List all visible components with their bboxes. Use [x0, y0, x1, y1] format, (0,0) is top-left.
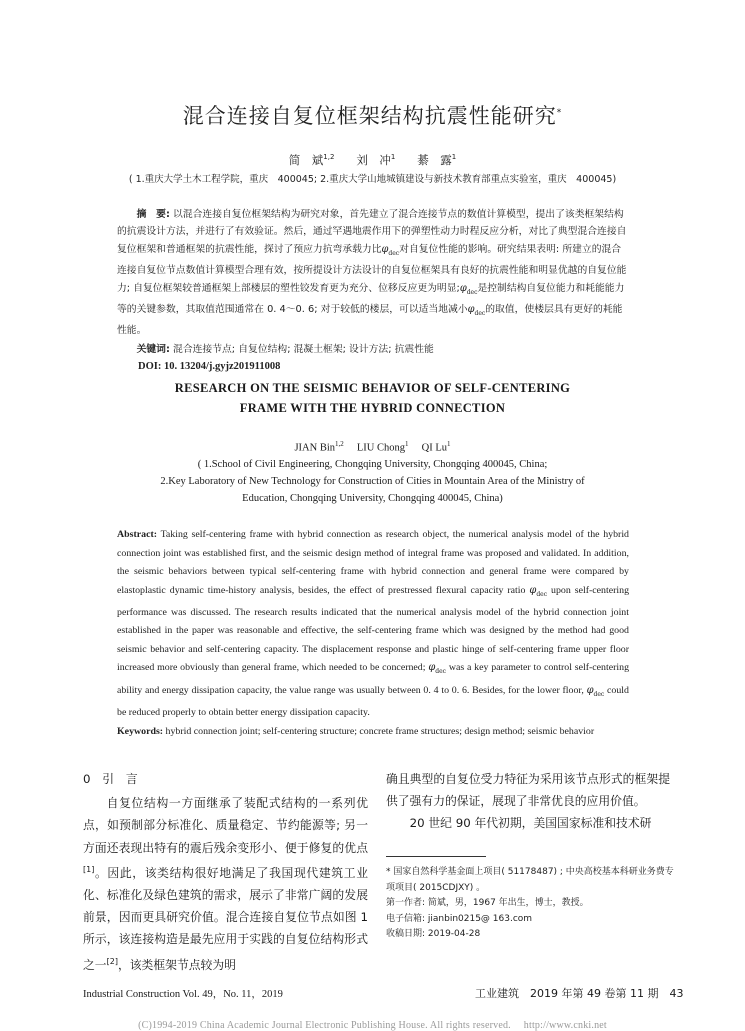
affiliation-zh: ( 1.重庆大学土木工程学院，重庆 400045; 2.重庆大学山地城镇建设与新技术教育部重点实验室，重庆 400045) — [128, 174, 617, 185]
abstract-en: Abstract: Taking self-centering frame with hybrid connection as research object, the numerical analysis model of the hybrid connection joint was established first, and the seismic design method of integral frame was proposed and validated. In addition, the seismic behaviors between typical self-centering frame with hybrid connection and general frame were compared by elastoplastic dynamic time-history analysis, besides, the effect of prestressed flexural capacity ratio $\varphi_{dec}$ upon self-centering performance was discussed. The research results indicated that the numerical analysis model of the hybrid connection joint established in the paper was reasonable and effective, the self-centering frame which was designed by the method had good seismic behavior and self-centering capacity. The displacement response and plastic hinge of self-centering frame upper floor increased more obviously than general frame, which needed to be concerned; $\varphi_{dec}$ was a key parameter to control self-centering ability and energy dissipation capacity, the value range was usually between 0. 4 to 0. 6. Besides, for the lower floor, $\varphi_{dec}$ could be reduced properly to obtain better energy dissipation capacity. Keywords: hybrid connection joint; self-centering structure; concrete frame structures; design method; seismic behavior — [117, 526, 629, 741]
abstract-zh: 摘 要: 以混合连接自复位框架结构为研究对象，首先建立了混合连接节点的数值计算模型，提出了该类框架结构的抗震设计方法，并进行了有效验证。然后，通过罕遇地震作用下的弹塑性动力时程反应分析，对比了典型混合连接自复位框架和普通框架的抗震性能，探讨了预应力抗弯承载力比$\varphi_{dec}$对自复位性能的影响。研究结果表明: 所建立的混合连接自复位节点数值计算模型合理有效，按所提设计方法设计的自复位框架具有良好的抗震性能和明显优越的自复位能力; 自复位框架较普通框架上部楼层的塑性铰发育更为充分、位移反应更为明显$;\varphi_{dec}$是控制结构自复位能力和耗能能力等的关键参数，其取值范围通常在 0. 4～0. 6; 对于较低的楼层，可以适当地减小$\varphi_{dec}$的取值，使楼层具有更好的耗能性能。 关键词: 混合连接节点; 自复位结构; 混凝土框架; 设计方法; 抗震性能 DOI: 10. 13204/j.gyjz201911008 — [117, 206, 629, 376]
intro-paragraph-2: 20 世纪 90 年代初期，美国国家标准和技术研 — [409, 816, 652, 831]
phi-symbol: $\varphi_{dec}$ — [586, 684, 605, 698]
footnote — [386, 865, 676, 943]
footer-journal-en: Industrial Construction Vol. 49，No. 11，2019 — [83, 989, 283, 1000]
copyright-notice: (C)1994-2019 China Academic Journal Electronic Publishing House. All rights reserved. http://www.cnki.net — [138, 1020, 607, 1031]
doi: DOI: 10. 13204/j.gyjz201911008 — [138, 361, 281, 373]
footnote-received: 收稿日期: 2019-04-28 — [386, 929, 481, 939]
intro-paragraph-cont: 确且典型的自复位受力特征为采用该节点形式的框架提供了强有力的保证，展现了非常优良的应用价值。 — [386, 772, 670, 809]
citation-ref[interactable]: [1] — [83, 864, 95, 874]
abstract-label-zh: 摘 要: — [136, 209, 170, 220]
phi-symbol: $\varphi_{dec}$ — [381, 243, 400, 257]
paper-title-en: RESEARCH ON THE SEISMIC BEHAVIOR OF SELF-CENTERING FRAME WITH THE HYBRID CONNECTION — [174, 381, 571, 415]
abstract-label-en: Abstract: — [117, 529, 158, 540]
phi-symbol: $\varphi_{dec}$ — [467, 303, 486, 317]
intro-paragraph: 自复位结构一方面继承了装配式结构的一系列优点，如预制部分标准化、质量稳定、节约能源等; 另一方面还表现出特有的震后残余变形小、便于修复的优点[1]。因此，该类结构很好地满足了我国现代建筑工业化、标准化及绿色建筑的需求，展示了非常广阔的发展前景，因而更具研究价值。混合连接自复位节点如图 1 所示，该连接构造是最先应用于实践的自复位结构形式之一[2]，该类框架节点较为明 — [83, 796, 368, 972]
body-right-column — [386, 768, 670, 835]
footnote-fund: * 国家自然科学基金面上项目( 51178487) ; 中央高校基本科研业务费专项项目( 2015CDJXY) 。 — [386, 867, 674, 893]
phi-symbol: $\varphi_{dec}$ — [428, 662, 446, 676]
footer-journal-zh: 工业建筑 2019 年第 49 卷第 11 期 43 — [475, 987, 684, 1000]
footnote-email: 电子信箱: jianbin0215@ 163.com — [386, 913, 533, 924]
phi-symbol: $\varphi_{dec}$ — [459, 282, 478, 296]
footnote-author: 第一作者: 简斌，男，1967 年出生，博士，教授。 — [386, 898, 589, 908]
authors-zh: 简 斌$^{1,2}$ 刘 冲$^1$ 綦 露$^1$ — [288, 153, 457, 167]
section-heading: 0 引 言 — [83, 772, 138, 786]
keywords-zh: 关键词: 混合连接节点; 自复位结构; 混凝土框架; 设计方法; 抗震性能 — [136, 343, 434, 355]
authors-en: JIAN Bin$^{1,2}$ LIU Chong$^1$ QI Lu$^1$ — [294, 440, 451, 454]
paper-title-zh: 混合连接自复位框架结构抗震性能研究* — [182, 104, 563, 128]
affiliation-en: ( 1.School of Civil Engineering, Chongqing University, Chongqing 400045, China; 2.Key Laboratory of New Technology for Construction of Cities in Mountain Area of the Ministry of Education, Chongqing University, Chongqing 400045, China) — [160, 459, 585, 504]
citation-ref[interactable]: [2] — [106, 956, 118, 966]
footnote-divider — [386, 856, 486, 857]
phi-symbol: $\varphi_{dec}$ — [529, 584, 548, 598]
keywords-en: Keywords: hybrid connection joint; self-centering structure; concrete frame structures; design method; seismic behavior — [117, 725, 595, 737]
title-footnote-mark: * — [556, 108, 563, 118]
body-left-column — [83, 768, 368, 976]
